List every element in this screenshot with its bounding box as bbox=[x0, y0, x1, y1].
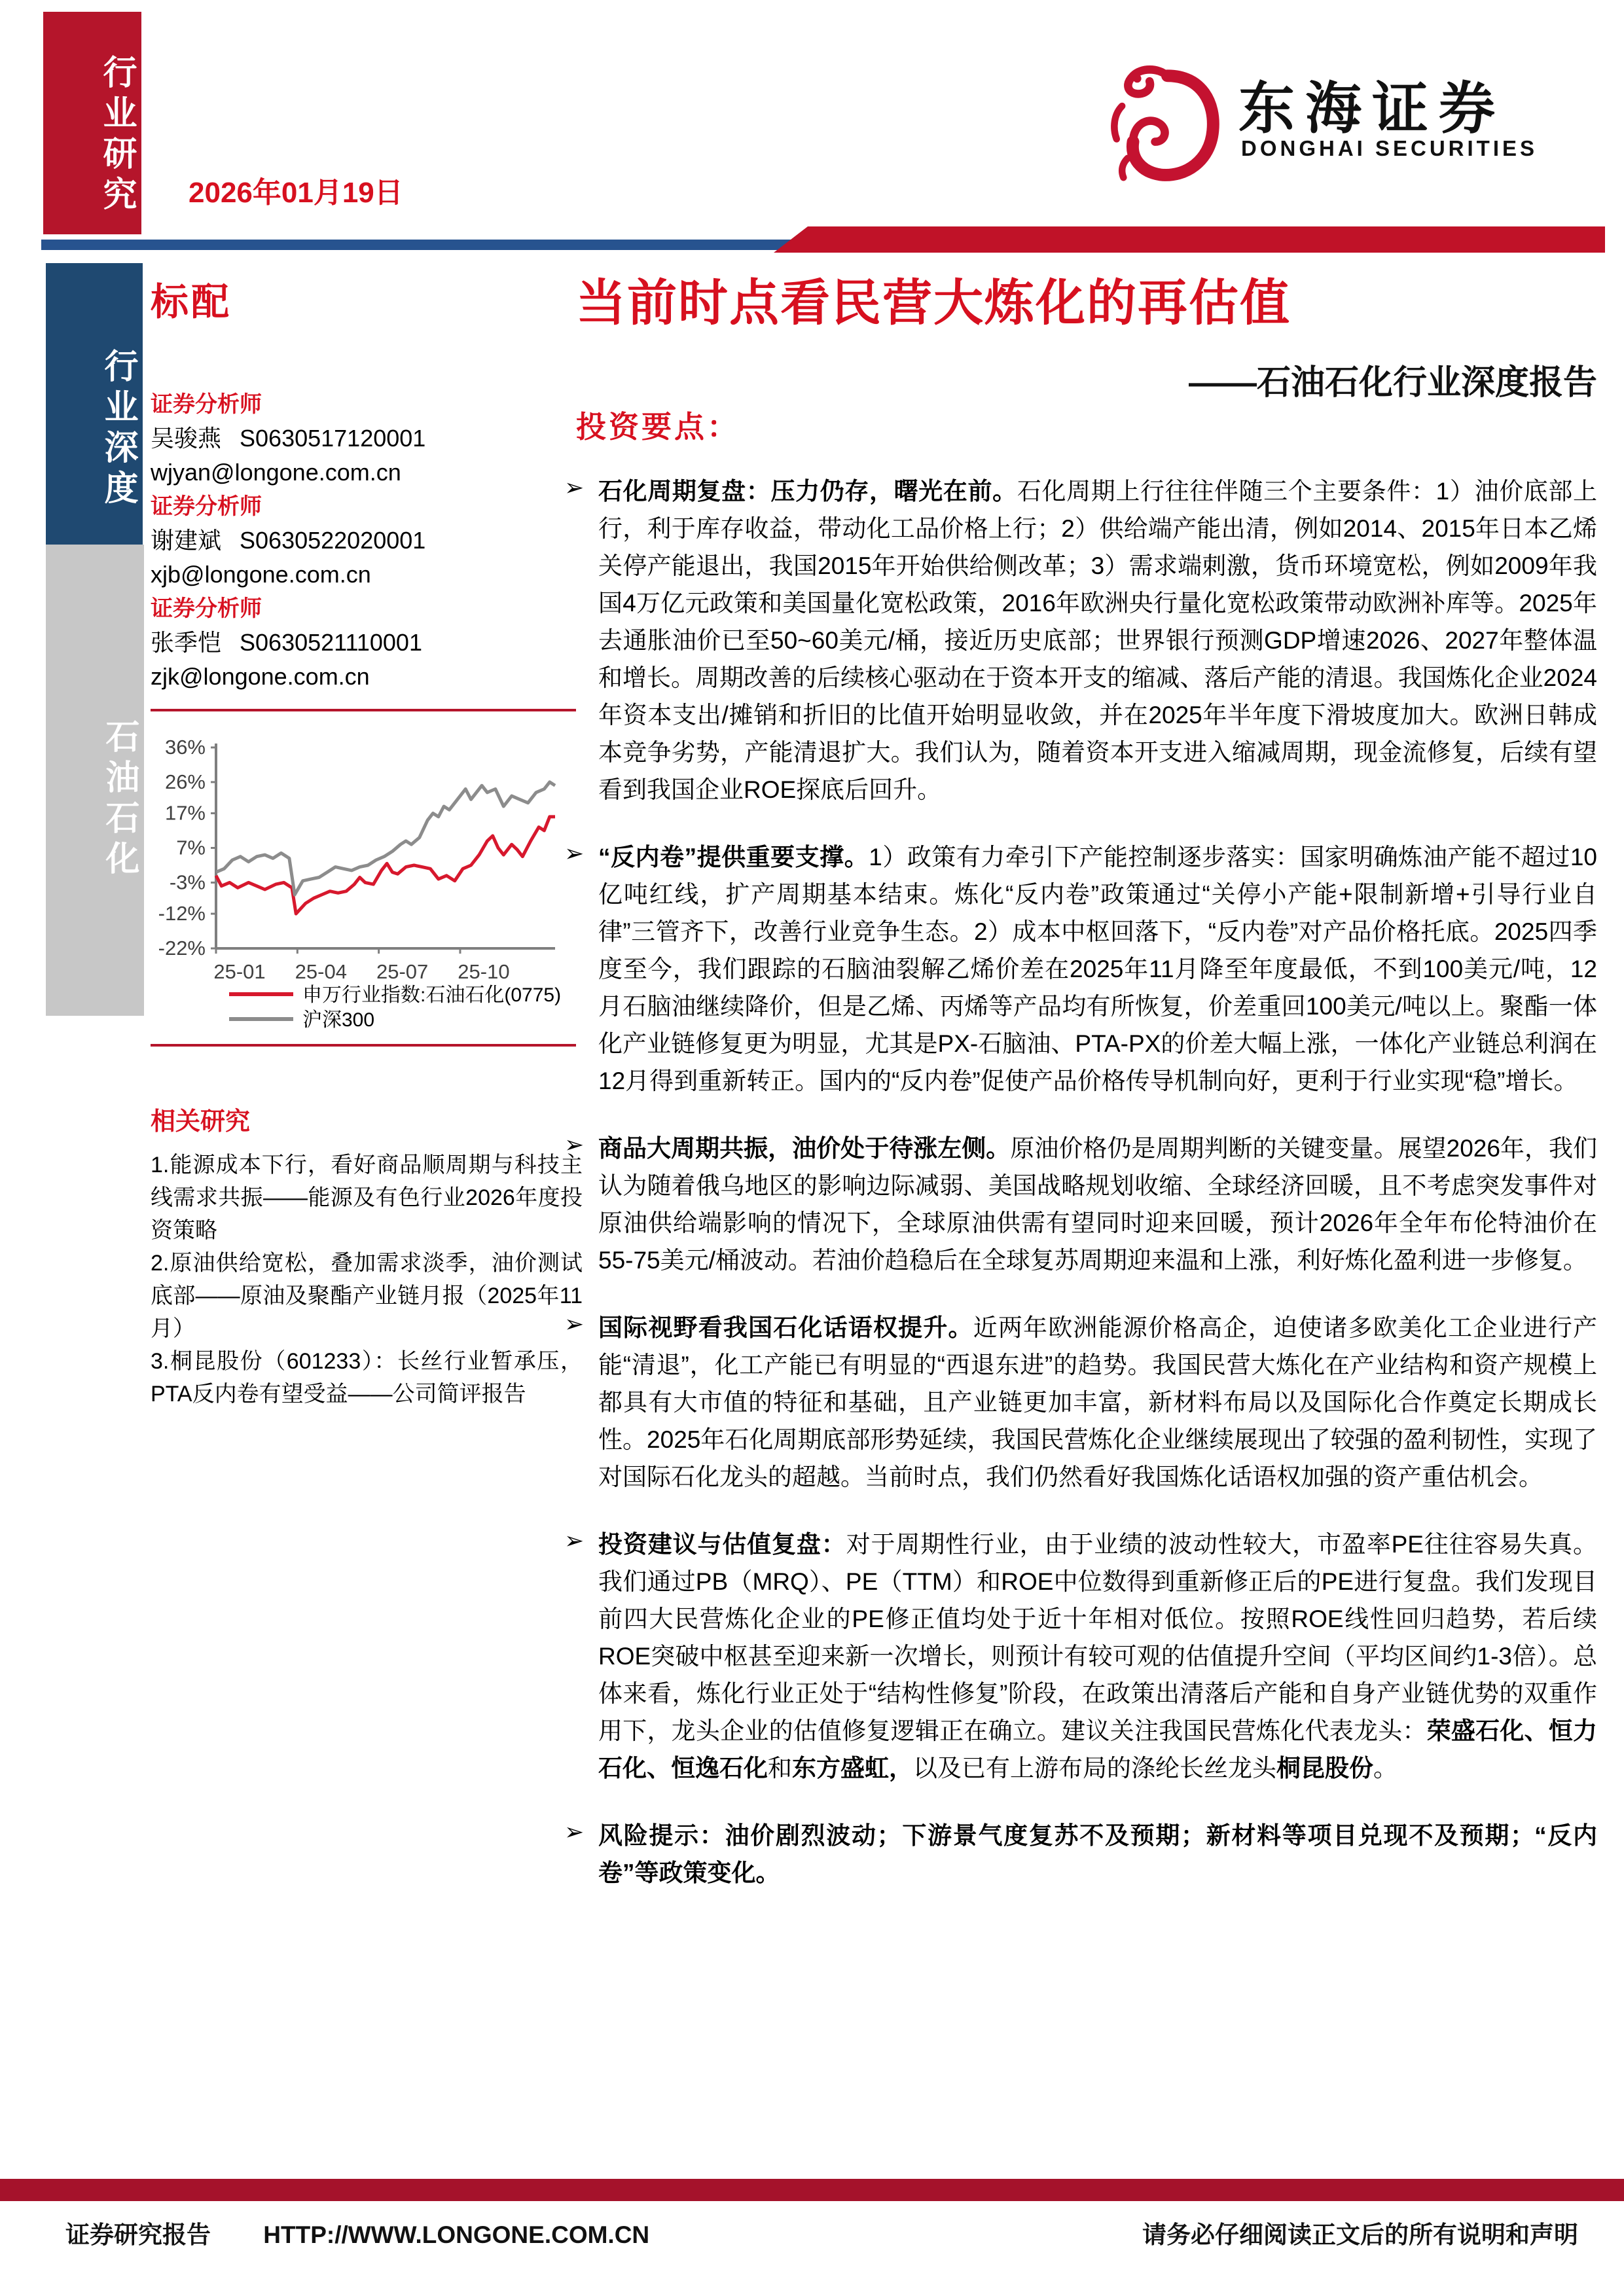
footer-divider-bar bbox=[0, 2179, 1624, 2201]
analyst-name: 谢建斌 bbox=[151, 527, 222, 554]
footer-left bbox=[65, 2215, 649, 2250]
sidebar-sector-box bbox=[46, 545, 144, 1016]
report-date: 2026年01月19日 bbox=[189, 177, 403, 209]
rating-badge: 标配 bbox=[151, 281, 232, 323]
analyst-role-label: 证券分析师 bbox=[151, 494, 262, 519]
bullet-arrow-icon: ➢ bbox=[564, 474, 585, 501]
key-point-text: 商品大周期共振，油价处于待涨左侧。原油价格仍是周期判断的关键变量。展望2026年，我们认为随着俄乌地区的影响边际减弱、美国战略规划收缩、全球经济回暖，且不考虑突发事件对原油供给端影响的情况下，全球原油供需有望同时迎来回暖，预计2026年全年布伦特油价在55-75美元/桶波动。若油价趋稳后在全球复苏周期迎来温和上涨，利好炼化盈利进一步修复。 bbox=[598, 1135, 1598, 1274]
analyst-email: wjyan@longone.com.cn bbox=[151, 459, 401, 486]
analyst-role-label: 证券分析师 bbox=[151, 392, 262, 417]
y-tick-label: -12% bbox=[158, 902, 206, 925]
bullet-arrow-icon: ➢ bbox=[564, 1818, 585, 1845]
y-tick-label: -3% bbox=[169, 870, 206, 894]
key-point-item bbox=[564, 838, 1597, 1100]
analyst-name-id bbox=[151, 422, 569, 456]
key-points-list bbox=[564, 473, 1597, 1922]
dragon-eye bbox=[1133, 75, 1142, 83]
footer-report-type: 证券研究报告 bbox=[65, 2221, 211, 2248]
x-tick-label: 25-04 bbox=[295, 960, 347, 983]
analysts-block bbox=[151, 387, 569, 694]
analyst-name-id bbox=[151, 524, 569, 558]
legend-label: 沪深300 bbox=[302, 1009, 375, 1031]
sidebar-industry-research-label: 行业研究 bbox=[98, 54, 135, 217]
y-tick-label: 36% bbox=[164, 736, 206, 759]
sidebar-sector-label: 石油石化 bbox=[100, 719, 138, 881]
analyst-name-id bbox=[151, 626, 569, 660]
key-point-item-risk bbox=[564, 1817, 1597, 1892]
series-line bbox=[216, 817, 555, 914]
dragon-icon bbox=[1092, 51, 1229, 188]
y-tick-label: 7% bbox=[176, 836, 206, 859]
x-tick-label: 25-10 bbox=[458, 960, 510, 983]
analyst-email: zjk@longone.com.cn bbox=[151, 663, 370, 690]
sidebar-industry-research-box bbox=[43, 12, 141, 234]
analyst-email: xjb@longone.com.cn bbox=[151, 561, 371, 588]
performance-chart-panel bbox=[151, 709, 576, 1047]
analyst-name: 吴骏燕 bbox=[151, 425, 222, 452]
page-subtitle: ——石油石化行业深度报告 bbox=[1188, 364, 1597, 402]
sidebar-industry-depth-label: 行业深度 bbox=[99, 348, 137, 511]
header-divider-red bbox=[774, 226, 1605, 253]
brand-name-cn: 东海证券 bbox=[1238, 77, 1506, 140]
bullet-arrow-icon: ➢ bbox=[564, 1527, 585, 1554]
related-research-item[interactable]: 1.能源成本下行，看好商品顺周期与科技主线需求共振——能源及有色行业2026年度投资策略 bbox=[151, 1153, 583, 1243]
analyst-id: S0630522020001 bbox=[240, 527, 426, 554]
key-point-item bbox=[564, 473, 1597, 808]
bullet-arrow-icon: ➢ bbox=[564, 840, 585, 867]
related-research-block bbox=[151, 1101, 583, 1410]
legend-label: 申万行业指数:石油石化(0775) bbox=[302, 984, 562, 1006]
related-research-heading: 相关研究 bbox=[151, 1108, 251, 1136]
x-tick-label: 25-01 bbox=[213, 960, 266, 983]
footer-website-link[interactable]: HTTP://WWW.LONGONE.COM.CN bbox=[263, 2221, 650, 2248]
footer-disclaimer: 请务必仔细阅读正文后的所有说明和声明 bbox=[1142, 2221, 1578, 2248]
x-tick-label: 25-07 bbox=[376, 960, 429, 983]
y-tick-label: 26% bbox=[164, 770, 206, 793]
series-line bbox=[216, 782, 555, 895]
key-point-item bbox=[564, 1526, 1597, 1787]
key-point-item bbox=[564, 1130, 1597, 1279]
related-research-item[interactable]: 3.桐昆股份（601233）：长丝行业暂承压，PTA反内卷有望受益——公司简评报告 bbox=[151, 1349, 583, 1407]
sidebar-industry-depth-box bbox=[46, 263, 143, 559]
section-heading-key-points: 投资要点： bbox=[576, 410, 740, 444]
bullet-arrow-icon: ➢ bbox=[564, 1131, 585, 1158]
analyst-role-label: 证券分析师 bbox=[151, 596, 262, 621]
key-point-text: 石化周期复盘：压力仍存，曙光在前。石化周期上行往往伴随三个主要条件：1）油价底部上行，利于库存收益，带动化工品价格上行；2）供给端产能出清，例如2014、2015年日本乙烯关停产能退出，我国2015年开始供给侧改革；3）需求端刺激，货币环境宽松，例如2009年我国4万亿元政策和美国量化宽松政策，2016年欧洲央行量化宽松政策带动欧洲补库等。2025年去通胀油价已至50~60美元/桶，接近历史底部；世界银行预测GDP增速2026、2027年整体温和增长。周期改善的后续核心驱动在于资本开支的缩减、落后产能的清退。我国炼化企业2024年资本支出/摊销和折旧的比值开始明显收敛，并在2025年半年度下滑坡度加大。欧洲日韩成本竞争劣势，产能清退扩大。我们认为，随着资本开支进入缩减周期，现金流修复，后续有望看到我国企业ROE探底后回升。 bbox=[598, 478, 1598, 803]
key-point-item bbox=[564, 1309, 1597, 1496]
key-point-text: “反内卷”提供重要支撑。1）政策有力牵引下产能控制逐步落实：国家明确炼油产能不超过10亿吨红线，扩产周期基本结束。炼化“反内卷”政策通过“关停小产能+限制新增+引导行业自律”三管齐下，改善行业竞争生态。2）成本中枢回落下，“反内卷”对产品价格托底。2025四季度至今，我们跟踪的石脑油裂解乙烯价差在2025年11月降至年度最低，不到100美元/吨，12月石脑油继续降价，但是乙烯、丙烯等产品均有所恢复，价差重回100美元/吨以上。聚酯一体化产业链修复更为明显，尤其是PX-石脑油、PTA-PX的价差大幅上涨，一体化产业链总利润在12月得到重新转正。国内的“反内卷”促使产品价格传导机制向好，更利于行业实现“稳”增长。 bbox=[598, 844, 1598, 1094]
footer bbox=[0, 2215, 1624, 2254]
key-point-text: 国际视野看我国石化话语权提升。近两年欧洲能源价格高企，迫使诸多欧美化工企业进行产能“清退”，化工产能已有明显的“西退东进”的趋势。我国民营大炼化在产业结构和资产规模上都具有大市值的特征和基础，且产业链更加丰富，新材料布局以及国际化合作奠定长期成长性。2025年石化周期底部形势延续，我国民营炼化企业继续展现出了较强的盈利韧性，实现了对国际石化龙头的超越。当前时点，我们仍然看好我国炼化话语权加强的资产重估机会。 bbox=[598, 1314, 1598, 1490]
analyst-name: 张季恺 bbox=[151, 629, 222, 656]
brand-name-en: DONGHAI SECURITIES bbox=[1241, 136, 1538, 160]
header-divider-blue bbox=[41, 240, 794, 250]
page-title: 当前时点看民营大炼化的再估值 bbox=[576, 276, 1291, 331]
y-tick-label: -22% bbox=[158, 937, 206, 960]
analyst-id: S0630517120001 bbox=[240, 425, 426, 452]
y-tick-label: 17% bbox=[164, 801, 206, 825]
bullet-arrow-icon: ➢ bbox=[564, 1310, 585, 1337]
related-research-item[interactable]: 2.原油供给宽松，叠加需求淡季，油价测试底部——原油及聚酯产业链月报（2025年11月） bbox=[151, 1251, 583, 1341]
risk-note-text: 风险提示：油价剧烈波动；下游景气度复苏不及预期；新材料等项目兑现不及预期；“反内卷”等政策变化。 bbox=[598, 1822, 1597, 1886]
trend-chart bbox=[151, 711, 576, 1039]
key-point-text: 投资建议与估值复盘：对于周期性行业，由于业绩的波动性较大，市盈率PE往往容易失真。我们通过PB（MRQ）、PE（TTM）和ROE中位数得到重新修正后的PE进行复盘。我们发现目前四大民营炼化企业的PE修正值均处于近十年相对低位。按照ROE线性回归趋势，若后续ROE突破中枢甚至迎来新一次增长，则预计有较可观的估值提升空间（平均区间约1-3倍）。总体来看，炼化行业正处于“结构性修复”阶段，在政策出清落后产能和自身产业链优势的双重作用下，龙头企业的估值修复逻辑正在确立。建议关注我国民营炼化代表龙头：荣盛石化、恒力石化、恒逸石化和东方盛虹，以及已有上游布局的涤纶长丝龙头桐昆股份。 bbox=[598, 1531, 1598, 1782]
analyst-id: S0630521110001 bbox=[240, 629, 422, 656]
